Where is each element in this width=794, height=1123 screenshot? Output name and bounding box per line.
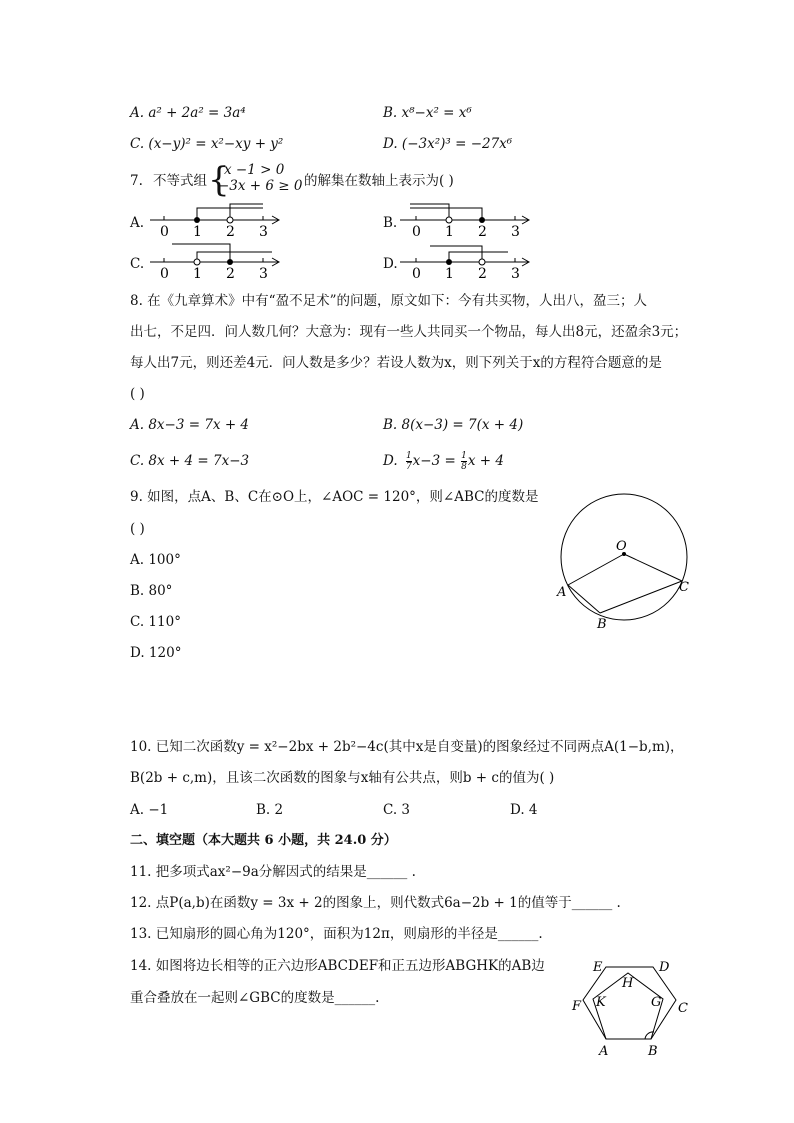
svg-text:0: 0 xyxy=(412,224,421,240)
q6-option-a: A. a² + 2a² = 3a⁴ xyxy=(130,105,246,121)
number-line-b xyxy=(400,198,535,242)
svg-text:2: 2 xyxy=(478,266,487,282)
q7-label-a: A. xyxy=(130,215,145,231)
svg-text:3: 3 xyxy=(259,224,268,240)
q10-option-d: D. 4 xyxy=(510,802,538,818)
q10-option-a: A. −1 xyxy=(130,802,169,818)
q7-suffix: 的解集在数轴上表示为( ) xyxy=(304,173,454,189)
q9-option-d: D. 120° xyxy=(130,645,182,661)
q6-option-d: D. (−3x²)³ = −27x⁶ xyxy=(383,136,513,152)
number-line-d xyxy=(400,240,535,284)
q9-option-a: A. 100° xyxy=(130,552,181,568)
svg-text:1: 1 xyxy=(193,224,202,240)
q8-option-d-label: D. xyxy=(383,453,398,469)
q10-line-2: B(2b + c,m)，且该二次函数的图象与x轴有公共点，则b + c的值为( ) xyxy=(130,770,555,786)
svg-text:B: B xyxy=(648,1044,658,1059)
section-2-heading: 二、填空题（本大题共 6 小题，共 24.0 分） xyxy=(130,833,397,848)
q7-label-b: B. xyxy=(383,215,398,231)
svg-text:H: H xyxy=(622,976,634,991)
q8-option-b: B. 8(x−3) = 7(x + 4) xyxy=(383,417,524,433)
label-b: B xyxy=(597,617,607,632)
number-line-c xyxy=(150,240,285,284)
q8-line-3: 每人出7元，则还差4元．问人数是多少？若设人数为x，则下列关于x的方程符合题意的是 xyxy=(130,355,662,371)
circle-figure xyxy=(550,490,700,635)
q9-option-c: C. 110° xyxy=(130,614,181,630)
q8-paren: ( ) xyxy=(130,386,145,402)
q8-option-d: D. $\frac{1}{7}$ x−3 = $\frac{1}{8}$ x + 4 xyxy=(383,451,504,472)
q8-line-2: 出七，不足四．问人数几何？大意为：现有一些人共同买一个物品，每人出8元，还盈余3元； xyxy=(130,324,688,340)
svg-text:0: 0 xyxy=(412,266,421,282)
fraction-1-7: $\frac{1}{7}$ xyxy=(405,451,412,472)
svg-text:3: 3 xyxy=(511,266,520,282)
q10-option-b: B. 2 xyxy=(256,802,284,818)
label-c: C xyxy=(679,580,689,595)
svg-text:0: 0 xyxy=(160,224,169,240)
fraction-1-8: $\frac{1}{8}$ xyxy=(461,451,467,472)
q12: 12. 点P(a,b)在函数y = 3x + 2的图象上，则代数式6a−2b + 1的值等于______ . xyxy=(130,895,621,911)
q7-number: 7. xyxy=(130,173,143,189)
q7-prefix: 不等式组 xyxy=(153,173,207,189)
svg-text:D: D xyxy=(659,960,670,975)
q10-option-c: C. 3 xyxy=(383,802,411,818)
label-o: O xyxy=(616,539,627,554)
svg-text:C: C xyxy=(678,1001,688,1016)
q6-option-c: C. (x−y)² = x²−xy + y² xyxy=(130,136,284,152)
svg-text:2: 2 xyxy=(478,224,487,240)
circle-o xyxy=(561,494,687,620)
hexagon-pentagon-figure xyxy=(565,955,695,1060)
q7-system-line-1: x −1 > 0 xyxy=(224,162,285,178)
svg-text:1: 1 xyxy=(445,266,454,282)
svg-text:F: F xyxy=(572,999,582,1014)
q13: 13. 已知扇形的圆心角为120°，面积为12π，则扇形的半径是______. xyxy=(130,926,543,942)
q9-option-b: B. 80° xyxy=(130,583,173,599)
q8-option-a: A. 8x−3 = 7x + 4 xyxy=(130,417,250,433)
q7-label-c: C. xyxy=(130,256,145,272)
svg-text:3: 3 xyxy=(259,266,268,282)
svg-text:2: 2 xyxy=(226,224,235,240)
q7-system-line-2: −3x + 6 ≥ 0 xyxy=(218,178,303,194)
svg-text:E: E xyxy=(593,960,603,975)
svg-text:G: G xyxy=(651,995,662,1010)
q10-line-1: 10. 已知二次函数y = x²−2bx + 2b²−4c(其中x是自变量)的图象经过不同两点A(1−b,m)， xyxy=(130,739,684,755)
svg-text:1: 1 xyxy=(193,266,202,282)
q9-paren: ( ) xyxy=(130,521,145,537)
q14-line-2: 重合叠放在一起则∠GBC的度数是______. xyxy=(130,990,380,1006)
q11: 11. 把多项式ax²−9a分解因式的结果是______ . xyxy=(130,864,416,880)
number-line-a xyxy=(150,198,285,242)
q7-label-d: D. xyxy=(383,256,398,272)
q6-option-b: B. x⁸−x² = x⁶ xyxy=(383,105,472,121)
svg-text:A: A xyxy=(599,1044,609,1059)
svg-text:1: 1 xyxy=(445,224,454,240)
label-a: A xyxy=(557,585,567,600)
q9-line-1: 9. 如图，点A、B、C在⊙O上，∠AOC = 120°，则∠ABC的度数是 xyxy=(130,489,539,505)
q14-line-1: 14. 如图将边长相等的正六边形ABCDEF和正五边形ABGHK的AB边 xyxy=(130,958,545,974)
q8-option-c: C. 8x + 4 = 7x−3 xyxy=(130,453,250,469)
svg-text:2: 2 xyxy=(226,266,235,282)
svg-text:K: K xyxy=(596,995,606,1010)
svg-text:3: 3 xyxy=(511,224,520,240)
svg-text:0: 0 xyxy=(160,266,169,282)
q7-brace: { xyxy=(208,160,230,200)
q8-line-1: 8. 在《九章算术》中有“盈不足术”的问题，原文如下：今有共买物，人出八，盈三；人 xyxy=(130,293,647,309)
